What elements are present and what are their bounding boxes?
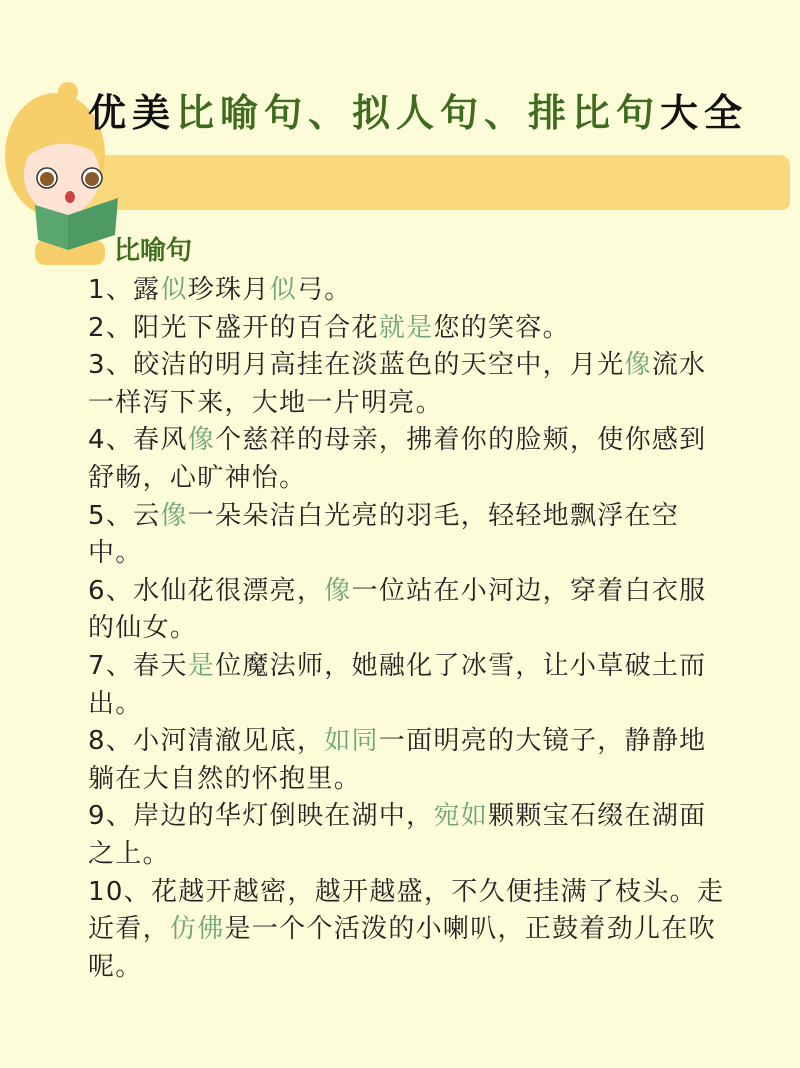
decorative-brush-band (70, 155, 790, 210)
highlighted-word: 如同 (324, 726, 379, 757)
highlighted-word: 像 (324, 575, 352, 606)
sentence-text: 是一个个活泼的小喇叭，正鼓着劲儿在吹呢。 (88, 914, 716, 982)
list-item (88, 723, 733, 798)
sentence-text: 位魔法师，她融化了冰雪，让小草破土而出。 (88, 650, 707, 719)
list-item (88, 874, 733, 987)
page-title (88, 82, 748, 137)
sentence-text: 一面明亮的大镜子，静静地躺在大自然的怀抱里。 (88, 726, 707, 794)
sentence-text: 个慈祥的母亲，拂着你的脸颊，使你感到舒畅，心旷神怡。 (88, 425, 707, 493)
title-highlight: 比喻句、拟人句、排比句 (176, 91, 661, 135)
sentence-text: 一朵朵洁白光亮的羽毛，轻轻地飘浮在空中。 (88, 500, 680, 569)
sentence-text: 您的笑容。 (433, 312, 570, 343)
highlighted-word: 像 (624, 350, 652, 381)
sentence-text: 3、皎洁的明月高挂在淡蓝色的天空中，月光 (88, 350, 625, 381)
title-prefix: 优美 (88, 91, 177, 135)
list-item (88, 310, 733, 348)
sentence-text: 6、水仙花很漂亮， (88, 575, 325, 606)
sentence-text: 7、春天 (88, 650, 188, 681)
sentence-text: 10、花越开越密，越开越盛，不久便挂满了枝头。走近看， (88, 876, 725, 945)
sentence-text: 流水一样泻下来，大地一片明亮。 (88, 350, 707, 418)
highlighted-word: 仿佛 (169, 914, 225, 945)
highlighted-word: 宛如 (433, 801, 489, 832)
list-item (88, 573, 733, 648)
sentence-text: 9、岸边的华灯倒映在湖中， (88, 801, 434, 832)
sentence-text: 一位站在小河边，穿着白衣服的仙女。 (88, 575, 707, 644)
sentence-text: 弓。 (296, 275, 352, 305)
sentence-text: 2、阳光下盛开的百合花 (88, 312, 379, 343)
sentence-text: 8、小河清澈见底， (88, 726, 325, 757)
highlighted-word: 就是 (378, 312, 434, 343)
sentence-text: 4、春风 (88, 425, 188, 456)
sentence-text: 5、云 (88, 500, 161, 531)
sentence-list (88, 272, 733, 986)
highlighted-word: 是 (187, 650, 216, 681)
list-item (88, 272, 733, 310)
sentence-text: 珍珠月 (187, 275, 270, 305)
section-heading: 比喻句 (114, 236, 193, 266)
list-item (88, 798, 733, 873)
highlighted-word: 似 (269, 275, 297, 305)
highlighted-word: 像 (160, 500, 188, 531)
title-suffix: 大全 (660, 91, 749, 135)
sentence-text: 颗颗宝石缀在湖面之上。 (88, 801, 707, 869)
list-item (88, 422, 733, 497)
highlighted-word: 像 (187, 425, 216, 456)
highlighted-word: 似 (160, 275, 188, 305)
list-item (88, 347, 733, 422)
list-item (88, 498, 733, 573)
sentence-text: 1、露 (88, 275, 161, 305)
list-item (88, 648, 733, 723)
